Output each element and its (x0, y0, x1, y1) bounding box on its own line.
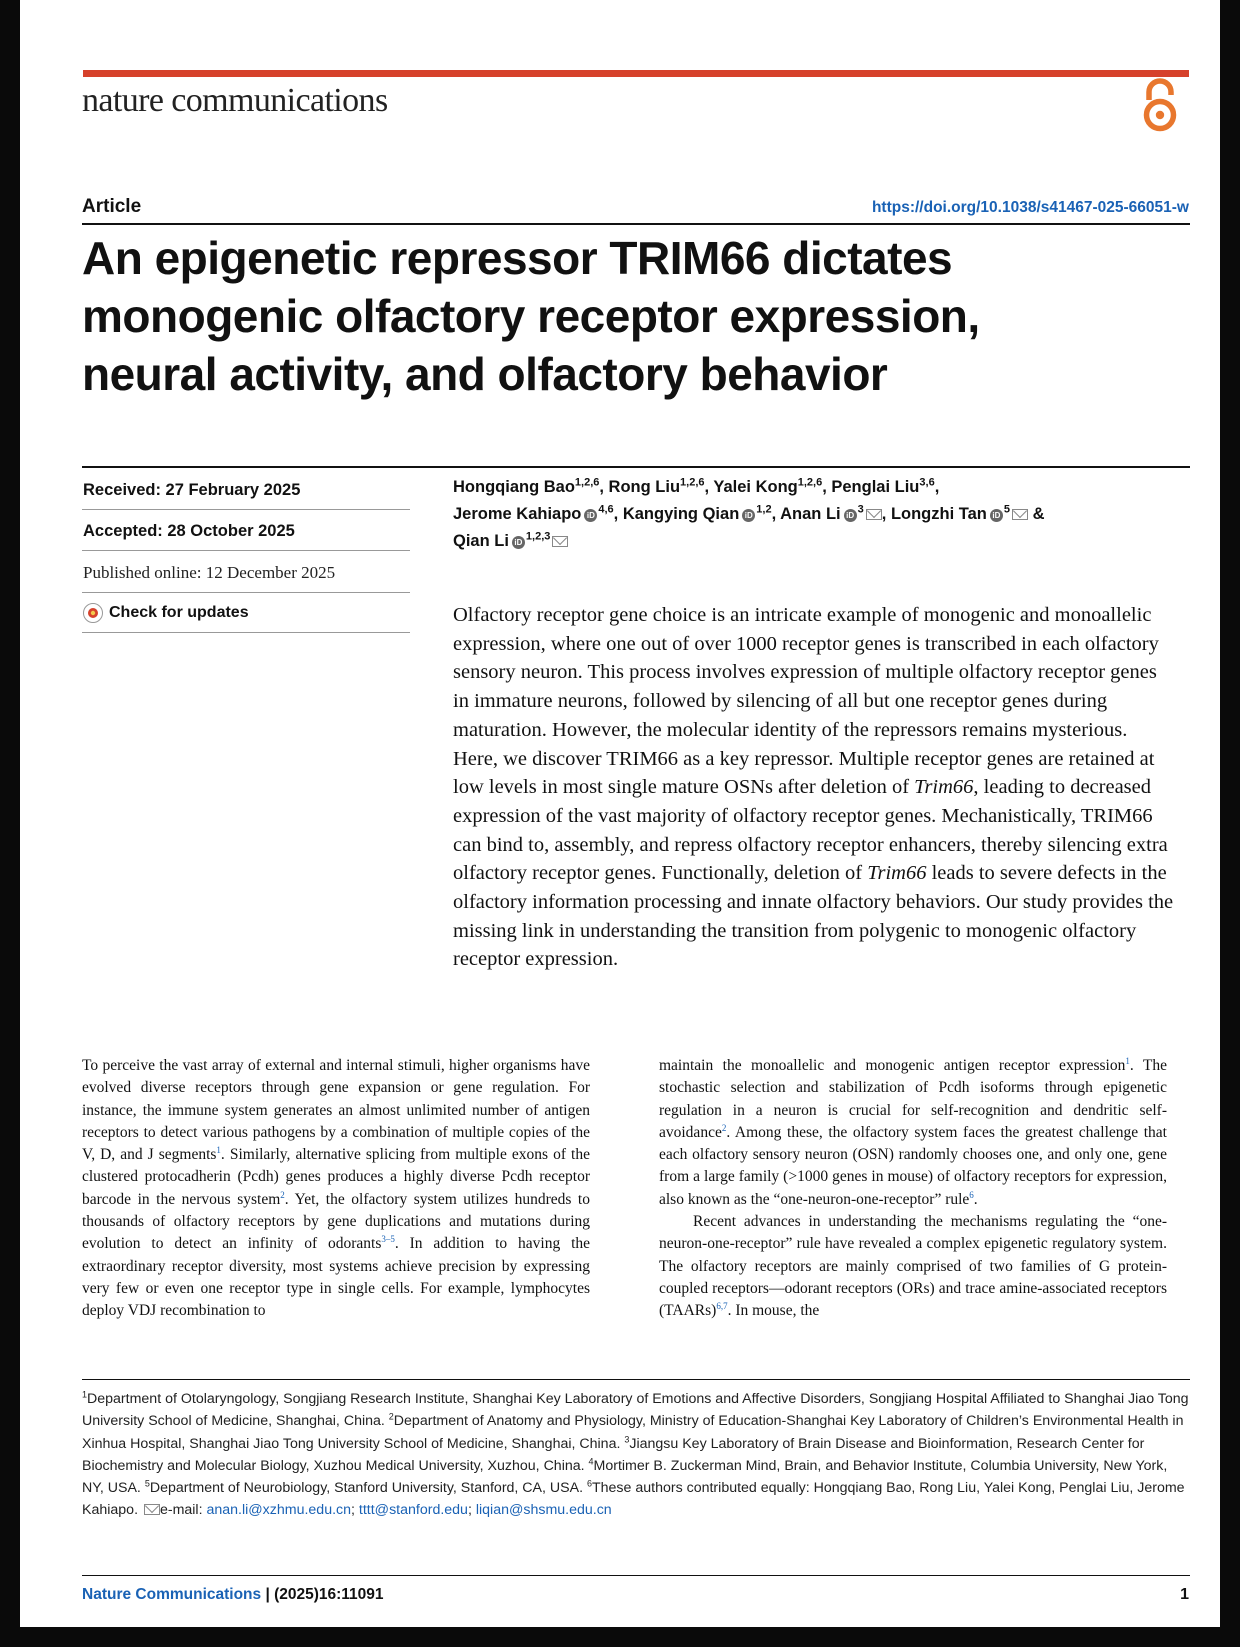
orcid-icon[interactable]: iD (844, 509, 857, 522)
affil-sup: 3 (624, 1433, 630, 1444)
footer-rule (82, 1575, 1190, 1576)
affiliation-text: These authors contributed equally: Hongqiang Bao, Rong Liu, Yalei Kong, Penglai Liu, Jerome Kahiapo. (82, 1480, 1185, 1519)
author-name: Hongqiang Bao (453, 478, 575, 496)
author-list: Hongqiang Bao$^{1,2,6}$, Rong Liu$^{1,2,6}$, Yalei Kong$^{1,2,6}$, Penglai Liu$^{3,6}$, Jerome Kahiapo iD $^{4,6}$, Kangying Qian iD $^{1,2}$, Anan Li iD $^3$ , Longzhi Tan iD $^5$ & Qian Li iD $^{1,2,3}$ (453, 476, 1045, 550)
check-updates-icon (83, 603, 103, 623)
orcid-icon[interactable]: iD (584, 509, 597, 522)
header-rule (82, 466, 1190, 468)
affiliation-text: Jiangsu Key Laboratory of Brain Disease and Bioinformation, Research Center for Biochemistry and Molecular Biology, Xuzhou Medical University, Xuzhou, China. (82, 1435, 1145, 1474)
title-line-3: neural activity, and olfactory behavior (82, 348, 888, 400)
journal-red-bar (83, 70, 1189, 77)
body-text: maintain the monoallelic and monogenic antigen receptor expression (659, 1057, 1126, 1074)
body-text: . Among these, the olfactory system faces the greatest challenge that each olfactory sensory neuron (OSN) randomly chooses one, and only one, gene from a large family (>1000 genes in mouse) of olfactory receptors for expression, also known as the “one-neuron-one-receptor” rule (659, 1123, 1167, 1208)
affil-sup: 5 (144, 1478, 150, 1489)
email-icon (144, 1504, 160, 1515)
orcid-icon[interactable]: iD (512, 536, 525, 549)
meta-divider (82, 550, 410, 551)
email-link[interactable]: anan.li@xzhmu.edu.cn (206, 1502, 352, 1519)
author-affil-sup: 1,2 (756, 503, 772, 516)
abstract-text: , leading to decreased expression of the vast majority of olfactory receptor genes. Mechanistically, TRIM66 can bind to, assembly, and repress olfactory receptor enhancers, thereby silencing extra olfactory receptor genes. Functionally, deletion of (453, 776, 1168, 885)
gene-name: Trim66 (867, 862, 927, 885)
author-name: Qian Li (453, 532, 509, 550)
page-number: 1 (1180, 1586, 1189, 1603)
journal-name: nature communications (82, 82, 388, 119)
article-type-label: Article (82, 196, 142, 217)
author-name: Longzhi Tan (890, 505, 987, 523)
affiliation-text: Department of Anatomy and Physiology, Ministry of Education-Shanghai Key Laboratory of Children’s Environmental Health in Xinhua Hospital, Shanghai Jiao Tong University School of Medicine, Shanghai, China. (82, 1413, 1184, 1452)
body-text: . In mouse, the (727, 1302, 820, 1320)
accepted-date: Accepted: 28 October 2025 (83, 522, 295, 540)
affiliation-text: Department of Neurobiology, Stanford University, Stanford, CA, USA. (149, 1480, 587, 1497)
body-text: . Yet, the olfactory system utilizes hundreds to thousands of olfactory receptors by gene duplications and mutations during evolution to detect an infinity of odorants (82, 1190, 590, 1253)
email-icon[interactable] (866, 509, 882, 520)
author-affil-sup: 3 (857, 503, 864, 516)
reference-link[interactable]: 2 (280, 1189, 285, 1200)
title-line-2: monogenic olfactory receptor expression, (82, 290, 980, 342)
author-affil-sup: 1,2,6 (574, 476, 600, 489)
footer-citation-text: | (2025)16:11091 (261, 1586, 384, 1603)
body-column-left (82, 1055, 590, 1323)
affiliations: $^1$Department of Otolaryngology, Songjiang Research Institute, Shanghai Key Laboratory of Emotions and Affective Disorders, Songjiang Hospital Affiliated to Shanghai Jiao Tong University School of Medicine, Shanghai, China. $^2$Department of Anatomy and Physiology, Ministry of Education-Shanghai Key Laboratory of Children’s Environmental Health in Xinhua Hospital, Shanghai Jiao Tong University School of Medicine, Shanghai, China. $^3$Jiangsu Key Laboratory of Brain Disease and Bioinformation, Research Center for Biochemistry and Molecular Biology, Xuzhou Medical University, Xuzhou, China. $^4$Mortimer B. Zuckerman Mind, Brain, and Behavior Institute, Columbia University, New York, NY, USA. $^5$Department of Neurobiology, Stanford University, Stanford, CA, USA. $^6$These authors contributed equally: Hongqiang Bao, Rong Liu, Yalei Kong, Penglai Liu, Jerome Kahiapo. e-mail: anan.li@xzhmu.edu.cn; tttt@stanford.edu; liqian@shsmu.edu.cn (82, 1389, 1189, 1519)
author-affil-sup: 4,6 (598, 503, 614, 516)
body-text: . In addition to having the extraordinary receptor diversity, most systems achieve precision by expressing very few or even one receptor type in single cells. For example, lymphocytes deploy VDJ recombination to (82, 1235, 591, 1320)
reference-link[interactable]: 1 (216, 1145, 221, 1156)
body-text: To perceive the vast array of external and internal stimuli, higher organisms have evolved diverse receptors through gene expansion or gene regulation. For instance, the immune system generates an almost unlimited number of antigen receptors to detect various pathogens by a combination of multiple copies of the V, D, and J segments (82, 1057, 590, 1164)
title-rule (82, 223, 1190, 225)
email-label: e-mail: (159, 1502, 207, 1519)
body-text: . The stochastic selection and stabilization of Pcdh isoforms through epigenetic regulation in a neuron is crucial for self-recognition and dendritic self-avoidance (659, 1057, 1167, 1141)
reference-link[interactable]: 1 (1125, 1055, 1130, 1066)
body-column-right (659, 1055, 1167, 1323)
check-updates-label: Check for updates (109, 604, 249, 621)
body-text: Recent advances in understanding the mechanisms regulating the “one-neuron-one-receptor” rule have revealed a complex epigenetic regulatory system. The olfactory receptors are mainly comprised of two families of G protein-coupled receptors—odorant receptors (ORs) and trace amine-associated receptors (TAARs) (659, 1213, 1167, 1320)
body-text: . (973, 1190, 978, 1208)
check-for-updates-button[interactable] (83, 603, 249, 623)
email-link[interactable]: liqian@shsmu.edu.cn (475, 1502, 612, 1519)
affil-sup: 6 (586, 1478, 592, 1489)
open-access-icon (1140, 78, 1180, 134)
reference-link[interactable]: 2 (721, 1122, 727, 1133)
affil-sup: 1 (82, 1389, 88, 1400)
author-affil-sup: 1,2,3 (525, 530, 551, 543)
gene-name: Trim66 (914, 776, 974, 799)
author-name: Yalei Kong (713, 478, 798, 496)
abstract-text: Olfactory receptor gene choice is an intricate example of monogenic and monoallelic expression, where one out of over 1000 receptor genes is transcribed in each olfactory sensory neuron. This process involves expression of multiple olfactory receptor genes in immature neurons, followed by silencing of all but one receptor genes during maturation. However, the molecular identity of the repressors remains mysterious. Here, we discover TRIM66 as a key repressor. Multiple receptor genes are retained at low levels in most single mature OSNs after deletion of (453, 604, 1159, 799)
orcid-icon[interactable]: iD (742, 509, 755, 522)
author-affil-sup: 1,2,6 (680, 476, 705, 489)
footer-citation (82, 1586, 384, 1604)
received-date: Received: 27 February 2025 (83, 481, 301, 499)
affiliation-text: Department of Otolaryngology, Songjiang Research Institute, Shanghai Key Laboratory of Emotions and Affective Disorders, Songjiang Hospital Affiliated to Shanghai Jiao Tong University School of Medicine, Shanghai, China. (82, 1391, 1189, 1430)
meta-divider (82, 509, 410, 510)
author-name: Rong Liu (608, 478, 681, 496)
title-line-1: An epigenetic repressor TRIM66 dictates (82, 232, 953, 284)
published-date: Published online: 12 December 2025 (83, 563, 336, 582)
author-affil-sup: 3,6 (919, 476, 935, 489)
affiliation-text: Mortimer B. Zuckerman Mind, Brain, and Behavior Institute, Columbia University, New York, NY, USA. (82, 1457, 1168, 1497)
meta-divider (82, 592, 410, 593)
author-name: Kangying Qian (622, 505, 740, 523)
footer-journal-link[interactable]: Nature Communications (82, 1586, 262, 1603)
email-link[interactable]: tttt@stanford.edu (358, 1502, 468, 1519)
reference-link[interactable]: 6 (969, 1189, 974, 1200)
author-name: Anan Li (780, 505, 841, 523)
article-page (20, 0, 1220, 1627)
article-title (82, 229, 1192, 403)
affil-sup: 2 (388, 1411, 394, 1422)
author-name: Penglai Liu (831, 478, 920, 496)
reference-link[interactable]: 6,7 (716, 1301, 728, 1312)
body-text: . Similarly, alternative splicing from multiple exons of the clustered protocadherin (Pcdh) genes produces a highly diverse Pcdh receptor barcode in the nervous system (82, 1146, 590, 1208)
abstract (453, 601, 1177, 974)
author-name: Jerome Kahiapo (453, 505, 582, 523)
abstract-text: leads to severe defects in the olfactory information processing and innate olfactory behaviors. Our study provides the missing link in understanding the transition from polygenic to monogenic olfactory receptor expression. (453, 862, 1174, 971)
meta-divider (82, 632, 410, 633)
affil-sup: 4 (588, 1456, 594, 1467)
affiliations-rule (82, 1379, 1190, 1380)
email-icon[interactable] (552, 536, 568, 547)
email-icon[interactable] (1012, 509, 1028, 520)
author-affil-sup: 1,2,6 (797, 476, 823, 489)
orcid-icon[interactable]: iD (990, 509, 1003, 522)
reference-link[interactable]: 3–5 (381, 1234, 395, 1245)
doi-link[interactable]: https://doi.org/10.1038/s41467-025-66051-w (871, 199, 1189, 216)
author-affil-sup: 5 (1003, 503, 1010, 516)
